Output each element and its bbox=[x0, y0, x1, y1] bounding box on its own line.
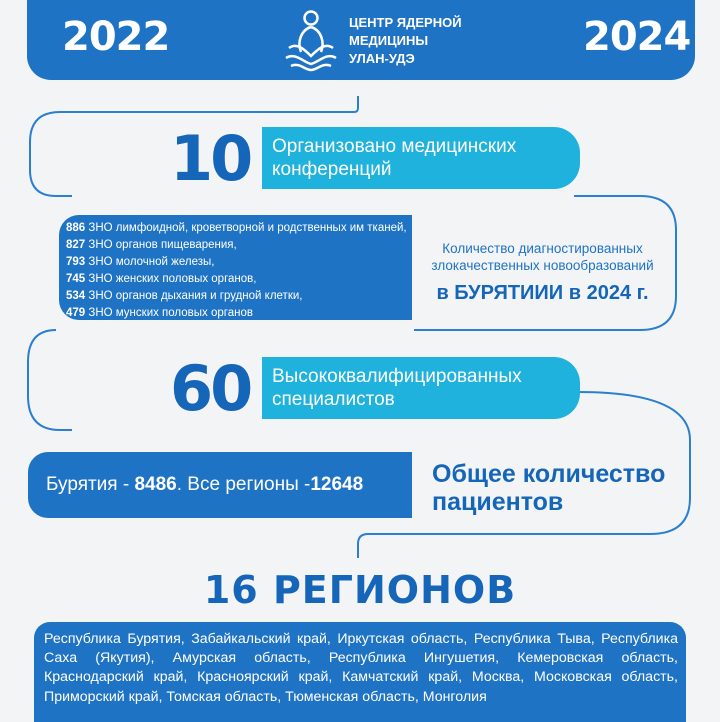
regions-title: 16 РЕГИОНОВ bbox=[203, 568, 517, 612]
diagnosis-stat-line: 745 ЗНО женских половых органов, bbox=[66, 273, 257, 285]
org-line: УЛАН-УДЭ bbox=[349, 51, 415, 66]
conferences-number: 10 bbox=[170, 122, 251, 195]
diagnosis-stat-line: 534 ЗНО органов дыхания и грудной клетки, bbox=[66, 290, 303, 302]
diagnoses-info-line: злокачественных новообразований bbox=[431, 258, 654, 273]
diagnoses-info-highlight: в БУРЯТИИИ в 2024 г. bbox=[436, 282, 649, 304]
diagnoses-stats-box bbox=[59, 215, 412, 320]
patients-count-text: Бурятия - 8486. Все регионы -12648 bbox=[46, 474, 364, 495]
specialists-number: 60 bbox=[170, 352, 251, 425]
org-line: ЦЕНТР ЯДЕРНОЙ bbox=[349, 15, 462, 30]
diagnosis-stat-line: 886 ЗНО лимфоидной, кроветворной и родственных им тканей, bbox=[66, 222, 407, 234]
regions-list-box bbox=[34, 622, 686, 722]
diagnoses-info-line: Количество диагностированных bbox=[442, 241, 643, 256]
specialists-label-line: Высококвалифицированных bbox=[272, 366, 522, 387]
diagnosis-stat-line: 793 ЗНО молочной железы, bbox=[66, 256, 215, 268]
org-line: МЕДИЦИНЫ bbox=[349, 33, 429, 48]
specialists-label-line: специалистов bbox=[272, 389, 395, 410]
diagnosis-stat-line: 479 ЗНО мунских половых органов bbox=[66, 307, 253, 319]
conferences-label-line: Организовано медицинских bbox=[272, 136, 517, 157]
patients-count-box bbox=[28, 452, 412, 518]
diagnoses-info bbox=[420, 240, 665, 305]
year-start: 2022 bbox=[62, 14, 170, 60]
patients-label bbox=[432, 460, 665, 516]
specialists-label-box bbox=[262, 357, 580, 419]
lotus-figure-logo-icon bbox=[283, 8, 339, 72]
patients-label-line: пациентов bbox=[432, 488, 564, 516]
year-end: 2024 bbox=[583, 14, 691, 60]
conferences-label-line: конференций bbox=[272, 159, 392, 180]
organization-name bbox=[349, 14, 462, 68]
patients-label-line: Общее количество bbox=[432, 460, 666, 488]
conferences-label-box bbox=[262, 127, 580, 189]
regions-list: Республика Бурятия, Забайкальский край, Иркутская область, Республика Тыва, Республика Саха (Якутия), Амурская область, Республика Ингушетия, Кемеровская область, Краснодарский край, Красноярский край, Камчатский край, Москва, Московская область, Приморский край, Томская область, Тюменская область, Монголия bbox=[44, 631, 678, 705]
diagnosis-stat-line: 827 ЗНО органов пищеварения, bbox=[66, 239, 237, 251]
